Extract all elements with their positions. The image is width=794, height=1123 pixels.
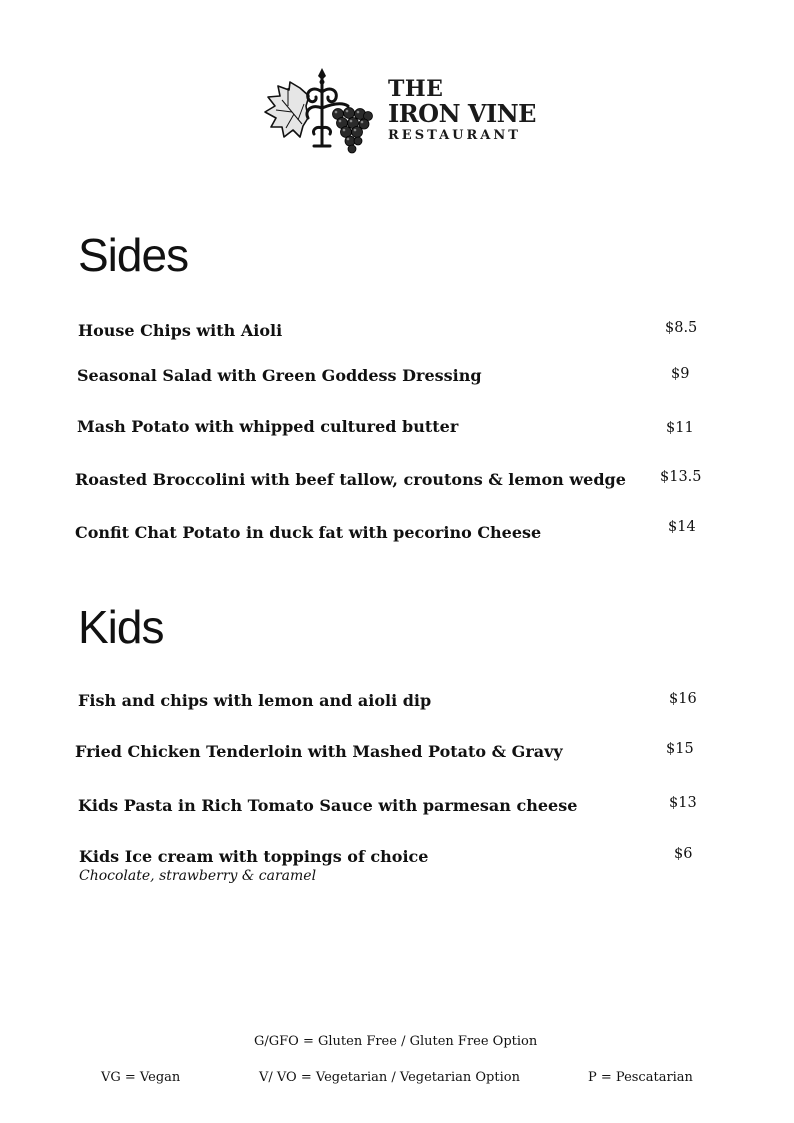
menu-item-price: $11 [666, 420, 694, 436]
menu-item-name: Fish and chips with lemon and aioli dip [78, 691, 432, 710]
restaurant-logo [262, 66, 536, 156]
section-title-kids: Kids [78, 601, 164, 653]
menu-item-name: Confit Chat Potato in duck fat with pecorino Cheese [75, 523, 542, 542]
menu-item-name: Seasonal Salad with Green Goddess Dressing [77, 366, 482, 385]
legend-vegetarian: V/ VO = Vegetarian / Vegetarian Option [259, 1070, 520, 1085]
menu-item-name: Roasted Broccolini with beef tallow, croutons & lemon wedge [75, 470, 626, 489]
logo-wordmark-the: THE [388, 76, 444, 102]
menu-item-name: House Chips with Aioli [78, 321, 283, 340]
legend-pescatarian: P = Pescatarian [588, 1070, 693, 1085]
menu-item-price: $16 [669, 691, 697, 707]
menu-item-price: $14 [668, 519, 696, 535]
menu-item-price: $13 [669, 795, 697, 811]
menu-item-name: Mash Potato with whipped cultured butter [77, 417, 459, 436]
section-title-sides: Sides [78, 229, 189, 281]
menu-item-name: Kids Ice cream with toppings of choice [79, 847, 429, 866]
menu-item-description: Chocolate, strawberry & caramel [79, 868, 317, 884]
logo-wordmark-restaurant: RESTAURANT [388, 128, 521, 143]
menu-item-price: $6 [674, 846, 693, 862]
menu-item-name: Fried Chicken Tenderloin with Mashed Potato & Gravy [75, 742, 563, 761]
legend-gluten-free: G/GFO = Gluten Free / Gluten Free Option [254, 1034, 538, 1049]
legend-vegan: VG = Vegan [101, 1070, 181, 1085]
menu-item-price: $13.5 [660, 469, 702, 485]
grape-vine-emblem [262, 66, 374, 154]
logo-wordmark-name: IRON VINE [388, 99, 536, 128]
menu-item-price: $15 [666, 741, 694, 757]
menu-item-price: $8.5 [665, 320, 698, 336]
menu-item-price: $9 [671, 366, 690, 382]
menu-item-name: Kids Pasta in Rich Tomato Sauce with parmesan cheese [78, 796, 578, 815]
